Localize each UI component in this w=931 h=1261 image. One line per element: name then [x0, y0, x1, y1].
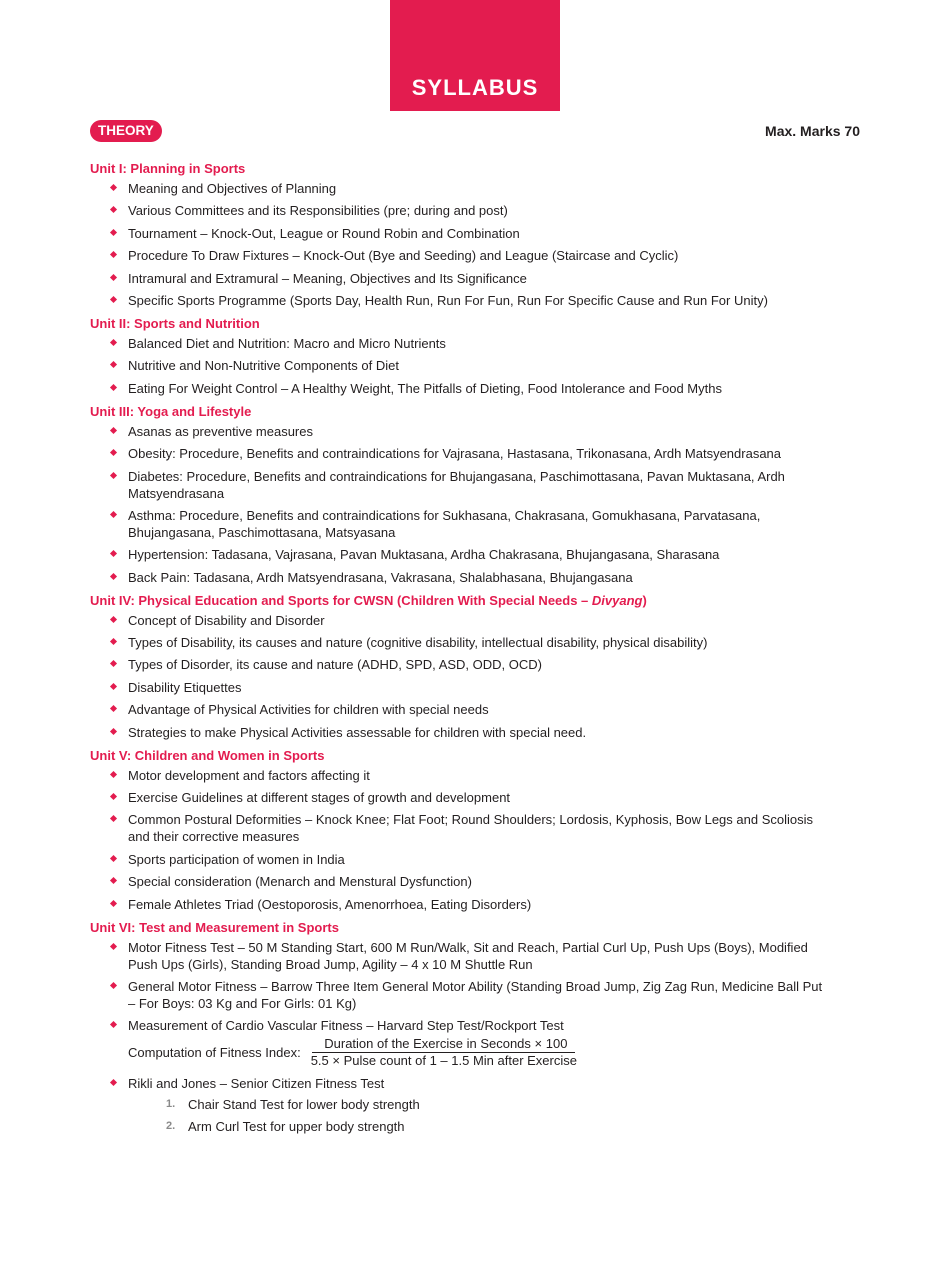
formula-numerator: Duration of the Exercise in Seconds × 100: [312, 1036, 575, 1053]
diamond-bullet-icon: [110, 771, 117, 778]
unit-5: [90, 747, 830, 913]
syllabus-content: [90, 160, 830, 1141]
diamond-bullet-icon: [110, 427, 117, 434]
sub-list-item: 1. Chair Stand Test for lower body strength: [166, 1096, 420, 1112]
list-item: Motor development and factors affecting it: [90, 767, 830, 784]
diamond-bullet-icon: [110, 206, 117, 213]
diamond-bullet-icon: [110, 274, 117, 281]
unit-title: Unit V: Children and Women in Sports: [90, 747, 325, 763]
diamond-bullet-icon: [110, 251, 117, 258]
diamond-bullet-icon: [110, 573, 117, 580]
list-item: Measurement of Cardio Vascular Fitness – Harvard Step Test/Rockport Test Computation of Fitness Index: $\frac{\text{Duration of the Exercise in Seconds × 100}}{\text{5.5 × Pulse count of 1 – 1.5 Min after Exercise}}$: [90, 1017, 830, 1069]
unit-2: [90, 315, 830, 397]
list-item: Nutritive and Non-Nutritive Components of Diet: [90, 357, 830, 374]
syllabus-title: SYLLABUS: [411, 75, 539, 100]
diamond-bullet-icon: [110, 660, 117, 667]
diamond-bullet-icon: [110, 471, 117, 478]
diamond-bullet-icon: [110, 361, 117, 368]
max-marks: Max. Marks 70: [765, 123, 860, 139]
unit-title: Unit I: Planning in Sports: [90, 161, 246, 176]
list-item: Strategies to make Physical Activities assessable for children with special need.: [90, 724, 830, 741]
list-item: Tournament – Knock-Out, League or Round Robin and Combination: [90, 225, 830, 242]
unit-title: Unit IV: Physical Education and Sports for CWSN (Children With Special Needs – Divyang): [90, 592, 647, 608]
list-item: Sports participation of women in India: [90, 851, 830, 868]
list-item: Meaning and Objectives of Planning: [90, 180, 830, 197]
list-item: Exercise Guidelines at different stages of growth and development: [90, 789, 830, 806]
list-item: Female Athletes Triad (Oestoporosis, Amenorrhoea, Eating Disorders): [90, 896, 830, 913]
diamond-bullet-icon: [110, 449, 117, 456]
diamond-bullet-icon: [110, 982, 117, 989]
diamond-bullet-icon: [110, 900, 117, 907]
unit-4: [90, 592, 830, 741]
diamond-bullet-icon: [110, 855, 117, 862]
unit-title: Unit III: Yoga and Lifestyle: [90, 403, 252, 419]
list-item: Rikli and Jones – Senior Citizen Fitness Test 1. Chair Stand Test for lower body strength 2. Arm Curl Test for upper body strength: [90, 1075, 830, 1135]
list-item: Special consideration (Menarch and Menstural Dysfunction): [90, 873, 830, 890]
list-item: Intramural and Extramural – Meaning, Objectives and Its Significance: [90, 270, 830, 287]
diamond-bullet-icon: [110, 616, 117, 623]
list-item: Obesity: Procedure, Benefits and contraindications for Vajrasana, Hastasana, Trikonasana, Ardh Matsyendrasana: [90, 445, 830, 462]
unit-title: Unit II: Sports and Nutrition: [90, 315, 260, 331]
diamond-bullet-icon: [110, 184, 117, 191]
diamond-bullet-icon: [110, 229, 117, 236]
theory-badge: THEORY: [90, 120, 162, 142]
diamond-bullet-icon: [110, 296, 117, 303]
sub-list-item: 2. Arm Curl Test for upper body strength: [166, 1119, 405, 1135]
list-item: Balanced Diet and Nutrition: Macro and Micro Nutrients: [90, 335, 830, 352]
fitness-index-formula: [128, 1036, 830, 1069]
list-item: Common Postural Deformities – Knock Knee; Flat Foot; Round Shoulders; Lordosis, Kyphosis, Bow Legs and Scoliosis and their corrective measures: [90, 811, 830, 845]
diamond-bullet-icon: [110, 943, 117, 950]
diamond-bullet-icon: [110, 705, 117, 712]
list-item: Various Committees and its Responsibilities (pre; during and post): [90, 202, 830, 219]
diamond-bullet-icon: [110, 793, 117, 800]
syllabus-banner: [390, 0, 560, 111]
diamond-bullet-icon: [110, 550, 117, 557]
diamond-bullet-icon: [110, 1021, 117, 1028]
list-item: Asthma: Procedure, Benefits and contraindications for Sukhasana, Chakrasana, Gomukhasana, Parvatasana, Bhujangasana, Paschimottasana, Matsyasana: [90, 507, 830, 541]
list-item: Eating For Weight Control – A Healthy Weight, The Pitfalls of Dieting, Food Intolerance and Food Myths: [90, 380, 830, 397]
list-item: Asanas as preventive measures: [90, 423, 830, 440]
list-item: Motor Fitness Test – 50 M Standing Start, 600 M Run/Walk, Sit and Reach, Partial Curl Up, Push Ups (Boys), Modified Push Ups (Girls), Standing Broad Jump, Agility – 4 x 10 M Shuttle Run: [90, 939, 830, 973]
list-item: Hypertension: Tadasana, Vajrasana, Pavan Muktasana, Ardha Chakrasana, Bhujangasana, Sharasana: [90, 546, 830, 563]
diamond-bullet-icon: [110, 1079, 117, 1086]
list-item: Disability Etiquettes: [90, 679, 830, 696]
formula-label: Computation of Fitness Index:: [128, 1045, 301, 1061]
list-item: Types of Disability, its causes and nature (cognitive disability, intellectual disability, physical disability): [90, 634, 830, 651]
list-item: Types of Disorder, its cause and nature (ADHD, SPD, ASD, ODD, OCD): [90, 656, 830, 673]
unit-title: Unit VI: Test and Measurement in Sports: [90, 919, 339, 935]
diamond-bullet-icon: [110, 638, 117, 645]
diamond-bullet-icon: [110, 683, 117, 690]
diamond-bullet-icon: [110, 339, 117, 346]
diamond-bullet-icon: [110, 384, 117, 391]
list-item: Diabetes: Procedure, Benefits and contraindications for Bhujangasana, Paschimottasana, Pavan Muktasana, Ardh Matsyendrasana: [90, 468, 830, 502]
diamond-bullet-icon: [110, 877, 117, 884]
diamond-bullet-icon: [110, 815, 117, 822]
diamond-bullet-icon: [110, 511, 117, 518]
list-item: General Motor Fitness – Barrow Three Item General Motor Ability (Standing Broad Jump, Zig Zag Run, Medicine Ball Put – For Boys: 03 Kg and For Girls: 01 Kg): [90, 978, 830, 1012]
sub-list: [128, 1096, 830, 1135]
list-item: Procedure To Draw Fixtures – Knock-Out (Bye and Seeding) and League (Staircase and Cyclic): [90, 247, 830, 264]
list-item: Concept of Disability and Disorder: [90, 612, 830, 629]
list-item: Specific Sports Programme (Sports Day, Health Run, Run For Fun, Run For Specific Cause and Run For Unity): [90, 292, 830, 309]
list-item: Back Pain: Tadasana, Ardh Matsyendrasana, Vakrasana, Shalabhasana, Bhujangasana: [90, 569, 830, 586]
diamond-bullet-icon: [110, 728, 117, 735]
unit-6: [90, 919, 830, 1136]
formula-denominator: 5.5 × Pulse count of 1 – 1.5 Min after Exercise: [310, 1053, 577, 1069]
unit-3: [90, 403, 830, 586]
unit-1: [90, 160, 830, 309]
list-item: Advantage of Physical Activities for children with special needs: [90, 701, 830, 718]
formula-fraction: [309, 1036, 579, 1069]
